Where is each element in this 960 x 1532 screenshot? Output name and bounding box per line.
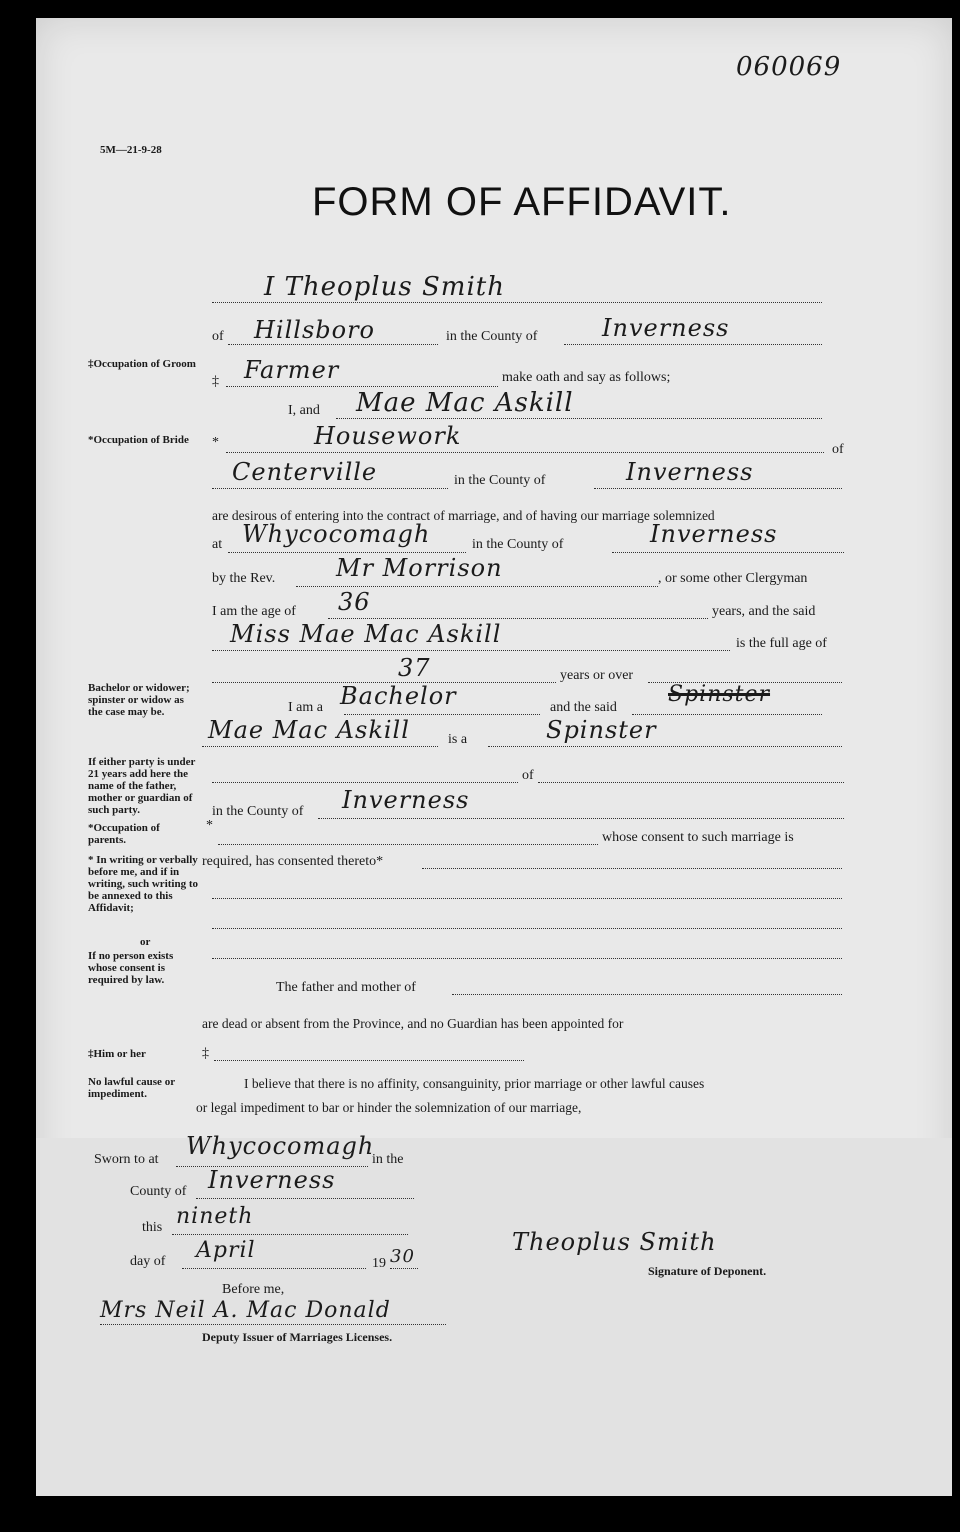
label-in-the: in the — [372, 1152, 404, 1167]
parents-county-line — [318, 818, 844, 819]
star-mark-2: * — [206, 818, 213, 833]
marriage-county: Inverness — [650, 520, 778, 548]
deputy-issuer-label: Deputy Issuer of Marriages Licenses. — [202, 1330, 393, 1344]
label-or-other: , or some other Clergyman — [658, 571, 808, 586]
bride-full-name: Miss Mae Mac Askill — [230, 620, 502, 648]
year-line — [390, 1268, 418, 1269]
sworn-month-line — [182, 1268, 366, 1269]
groom-age: 36 — [338, 588, 371, 616]
year-prefix: 19 — [372, 1256, 386, 1271]
margin-groom-occupation: ‡Occupation of Groom — [88, 358, 196, 370]
clergyman-line — [296, 586, 658, 587]
label-father-mother: The father and mother of — [276, 980, 416, 995]
groom-status: Bachelor — [340, 682, 457, 710]
label-i-am-a: I am a — [288, 700, 323, 715]
believe-text-1: I believe that there is no affinity, consanguinity, prior marriage or other lawful causes — [244, 1076, 705, 1091]
groom-status-line — [344, 714, 540, 715]
deponent-signature: Theoplus Smith — [512, 1228, 717, 1256]
label-at: at — [212, 537, 223, 552]
label-county-4: in the County of — [212, 804, 304, 819]
bride-status-line — [488, 746, 842, 747]
label-i-am-age: I am the age of — [212, 604, 296, 619]
deponent-name: I Theoplus Smith — [264, 272, 505, 302]
sworn-county: Inverness — [208, 1166, 336, 1194]
label-of-mid: of — [522, 768, 534, 783]
bride-status: Spinster — [546, 716, 657, 744]
sworn-day-line — [172, 1234, 408, 1235]
label-by-rev: by the Rev. — [212, 571, 276, 586]
margin-bachelor: Bachelor or widower; spinster or widow as the case may be. — [88, 682, 190, 718]
label-is-a: is a — [448, 732, 468, 747]
groom-place: Hillsboro — [254, 316, 376, 344]
required-line-3 — [212, 928, 842, 929]
label-years-said: years, and the said — [712, 604, 816, 619]
bride-age: 37 — [398, 654, 431, 682]
issuer-signature: Mrs Neil A. Mac Donald — [100, 1298, 391, 1323]
bride-place: Centerville — [232, 458, 378, 486]
marriage-county-line — [612, 552, 844, 553]
label-of: of — [212, 329, 224, 344]
deponent-line — [212, 302, 822, 303]
label-day-of: day of — [130, 1254, 166, 1269]
groom-county-line — [564, 344, 822, 345]
label-county-2: in the County of — [454, 473, 546, 488]
groom-occupation: Farmer — [244, 356, 340, 384]
label-this: this — [142, 1220, 163, 1235]
affidavit-paper — [36, 18, 952, 1496]
struck-word: Spinster — [668, 682, 771, 707]
margin-him-or-her: ‡Him or her — [88, 1048, 146, 1060]
margin-consent-or: or — [140, 936, 151, 948]
dagger-mark: ‡ — [212, 374, 219, 389]
label-sworn-to-at: Sworn to at — [94, 1152, 159, 1167]
bride-occupation: Housework — [314, 422, 462, 450]
sworn-day: nineth — [176, 1204, 254, 1229]
parent-name-line — [212, 782, 518, 783]
label-full-age: is the full age of — [736, 636, 827, 651]
groom-age-line — [328, 618, 708, 619]
label-of-end: of — [832, 442, 844, 457]
sworn-month: April — [196, 1238, 256, 1263]
margin-no-lawful: No lawful cause or impediment. — [88, 1076, 175, 1100]
issuer-line — [100, 1324, 446, 1325]
margin-under21: If either party is under 21 years add here the name of the father, mother or guardian of such party. — [88, 756, 196, 816]
margin-consent-1: * In writing or verbally before me, and if in writing, such writing to be annexed to this Affidavit; — [88, 854, 198, 914]
sworn-place: Whycocomagh — [186, 1132, 375, 1160]
label-before-me: Before me, — [222, 1282, 285, 1297]
dagger-mark-2: ‡ — [202, 1046, 209, 1061]
year-suffix: 30 — [390, 1246, 415, 1267]
required-line-2 — [212, 898, 842, 899]
desirous-text: are desirous of entering into the contract of marriage, and of having our marriage solemnized — [212, 508, 715, 523]
label-required: required, has consented thereto* — [202, 854, 384, 869]
bride-name-2-line — [202, 746, 438, 747]
are-dead-text: are dead or absent from the Province, and no Guardian has been appointed for — [202, 1016, 624, 1031]
form-code: 5M—21-9-28 — [100, 144, 162, 156]
parent-place-line — [538, 782, 844, 783]
label-county: in the County of — [446, 329, 538, 344]
label-county-of: County of — [130, 1184, 187, 1199]
bride-name-2: Mae Mac Askill — [208, 716, 410, 744]
believe-text-2: or legal impediment to bar or hinder the solemnization of our marriage, — [196, 1100, 582, 1115]
bride-name-line — [336, 418, 822, 419]
signature-label: Signature of Deponent. — [648, 1264, 767, 1278]
bride-occupation-line — [226, 452, 824, 453]
label-i-and: I, and — [288, 403, 320, 418]
margin-bride-occupation: *Occupation of Bride — [88, 434, 189, 446]
required-line-4 — [212, 958, 842, 959]
bride-county: Inverness — [626, 458, 754, 486]
margin-consent-2: If no person exists whose consent is required by law. — [88, 950, 174, 986]
label-whose-consent: whose consent to such marriage is — [602, 830, 794, 845]
marriage-place-line — [228, 552, 466, 553]
label-years-over: years or over — [560, 668, 634, 683]
page-title: FORM OF AFFIDAVIT. — [312, 180, 732, 224]
groom-place-line — [228, 344, 438, 345]
parents-occupation-line — [218, 844, 598, 845]
label-and-said: and the said — [550, 700, 617, 715]
father-mother-line — [452, 994, 842, 995]
sworn-county-line — [196, 1198, 414, 1199]
struck-line — [632, 714, 822, 715]
bride-name: Mae Mac Askill — [356, 388, 574, 418]
him-or-her-line — [214, 1060, 524, 1061]
bride-full-name-line — [212, 650, 730, 651]
bride-place-line — [212, 488, 448, 489]
clergyman: Mr Morrison — [336, 554, 503, 582]
parents-county: Inverness — [342, 786, 470, 814]
groom-occupation-line — [226, 386, 498, 387]
groom-county: Inverness — [602, 314, 730, 342]
margin-parents-occupation: *Occupation of parents. — [88, 822, 160, 846]
serial-number: 060069 — [736, 52, 842, 82]
bride-county-line — [594, 488, 842, 489]
marriage-place: Whycocomagh — [242, 520, 431, 548]
label-make-oath: make oath and say as follows; — [502, 370, 671, 385]
label-county-3: in the County of — [472, 537, 564, 552]
star-mark: * — [212, 435, 219, 450]
required-line-1 — [422, 868, 842, 869]
